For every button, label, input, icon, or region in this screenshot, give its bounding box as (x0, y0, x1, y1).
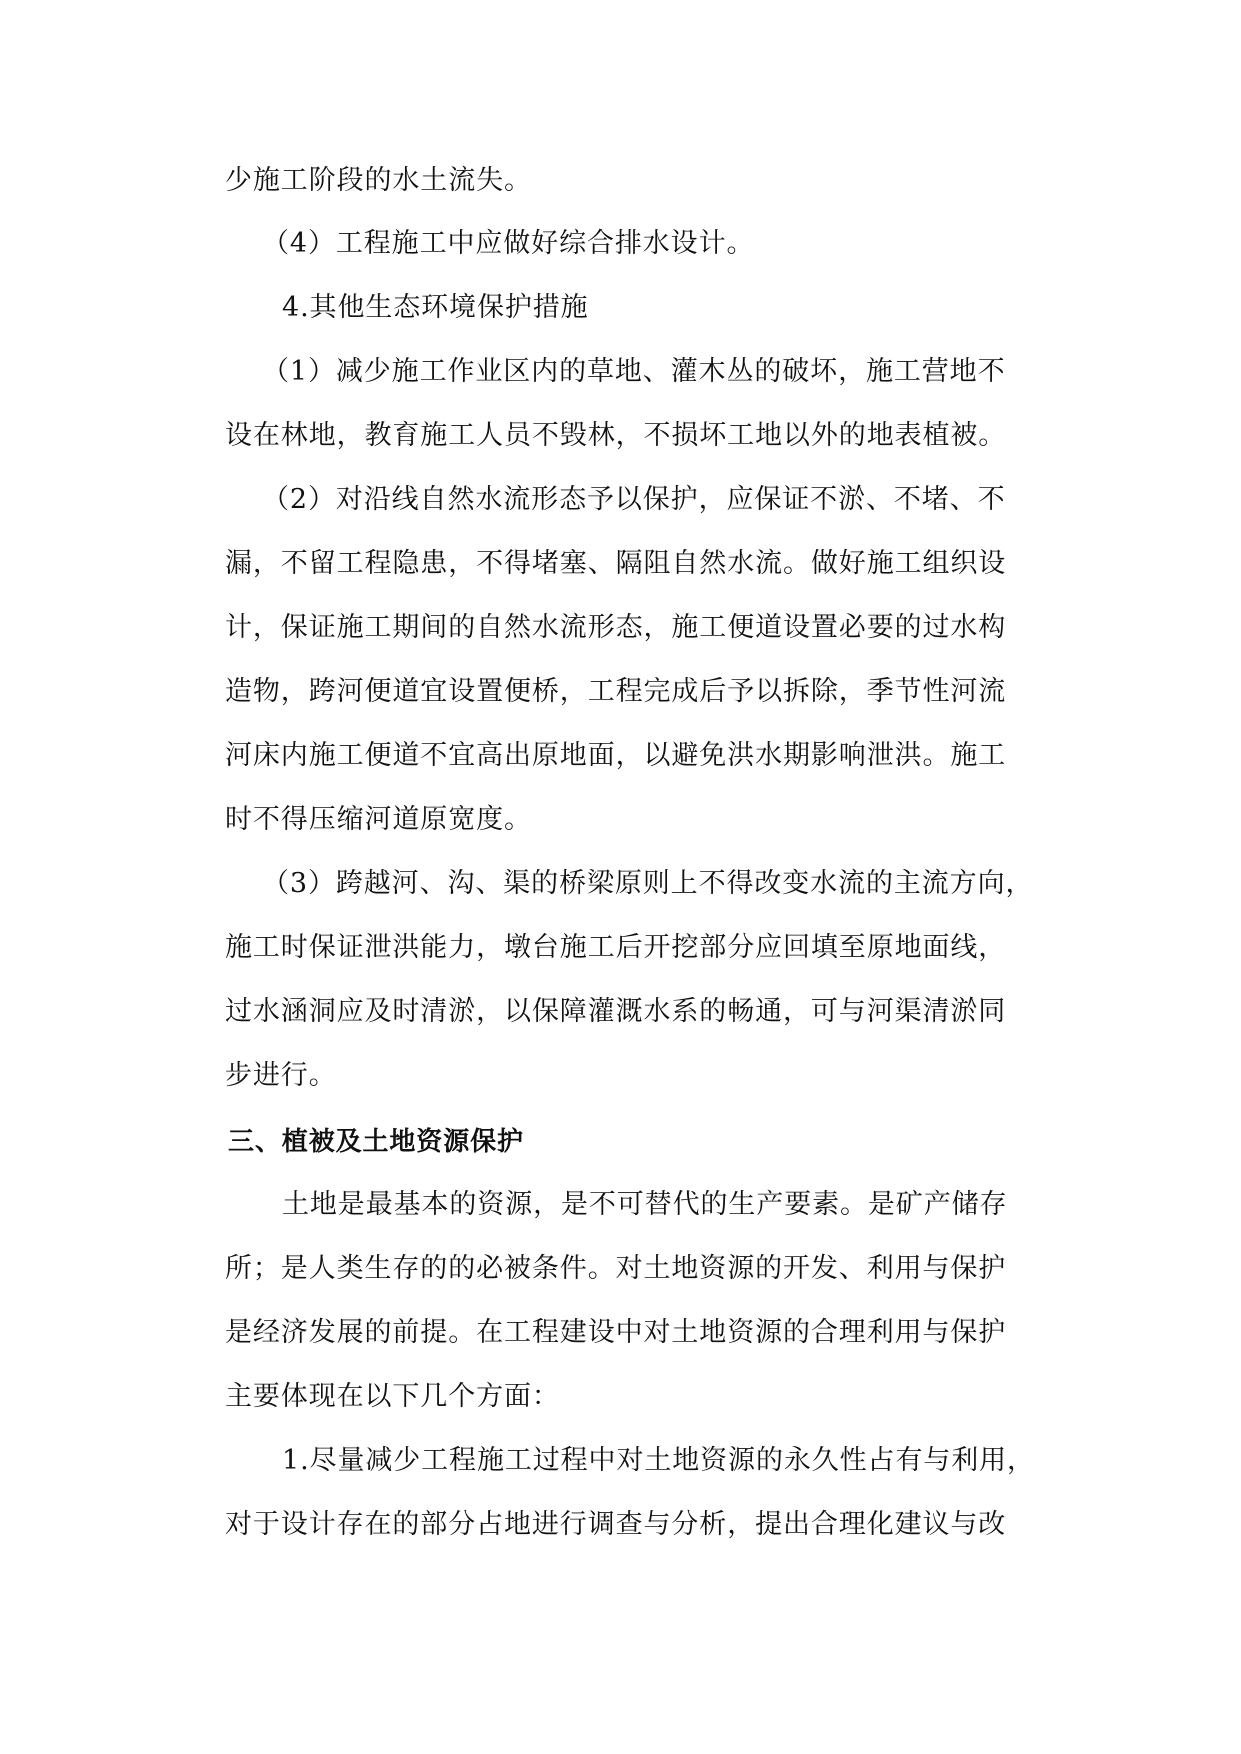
paragraph-line: 对于设计存在的部分占地进行调查与分析，提出合理化建议与改 (225, 1509, 1007, 1540)
paragraph-line: 步进行。 (225, 1060, 337, 1091)
section-heading: 三、植被及土地资源保护 (228, 1127, 524, 1157)
paragraph-line: 河床内施工便道不宜高出原地面，以避免洪水期影响泄洪。施工 (225, 740, 1007, 771)
paragraph-line: 造物，跨河便道宜设置便桥，工程完成后予以拆除，季节性河流 (225, 676, 1007, 707)
paragraph-line: 时不得压缩河道原宽度。 (225, 804, 532, 835)
paragraph-line: 设在林地，教育施工人员不毁林，不损坏工地以外的地表植被。 (225, 420, 1007, 451)
paragraph-line: 漏，不留工程隐患，不得堵塞、隔阻自然水流。做好施工组织设 (225, 548, 1007, 579)
paragraph-line: （2）对沿线自然水流形态予以保护，应保证不淤、不堵、不 (262, 484, 1006, 515)
paragraph-line: 是经济发展的前提。在工程建设中对土地资源的合理利用与保护 (225, 1317, 1007, 1348)
paragraph-line: 少施工阶段的水土流失。 (225, 165, 532, 196)
paragraph-line: 过水涵洞应及时清淤，以保障灌溉水系的畅通，可与河渠清淤同 (225, 996, 1007, 1027)
paragraph-line: （3）跨越河、沟、渠的桥梁原则上不得改变水流的主流方向， (262, 868, 1034, 899)
paragraph-line: 主要体现在以下几个方面： (225, 1381, 560, 1412)
paragraph-line: （1）减少施工作业区内的草地、灌木丛的破坏，施工营地不 (262, 356, 1006, 387)
paragraph-line: 土地是最基本的资源，是不可替代的生产要素。是矿产储存 (282, 1189, 1008, 1220)
paragraph-line: 所；是人类生存的的必被条件。对土地资源的开发、利用与保护 (225, 1253, 1007, 1284)
paragraph-line: 1.尽量减少工程施工过程中对土地资源的永久性占有与利用， (282, 1445, 1035, 1476)
section-subheading: 4.其他生态环境保护措施 (282, 292, 589, 323)
paragraph-line: 施工时保证泄洪能力，墩台施工后开挖部分应回填至原地面线， (225, 932, 1007, 963)
paragraph-line: 计，保证施工期间的自然水流形态，施工便道设置必要的过水构 (225, 612, 1007, 643)
paragraph-line: （4）工程施工中应做好综合排水设计。 (262, 228, 755, 259)
